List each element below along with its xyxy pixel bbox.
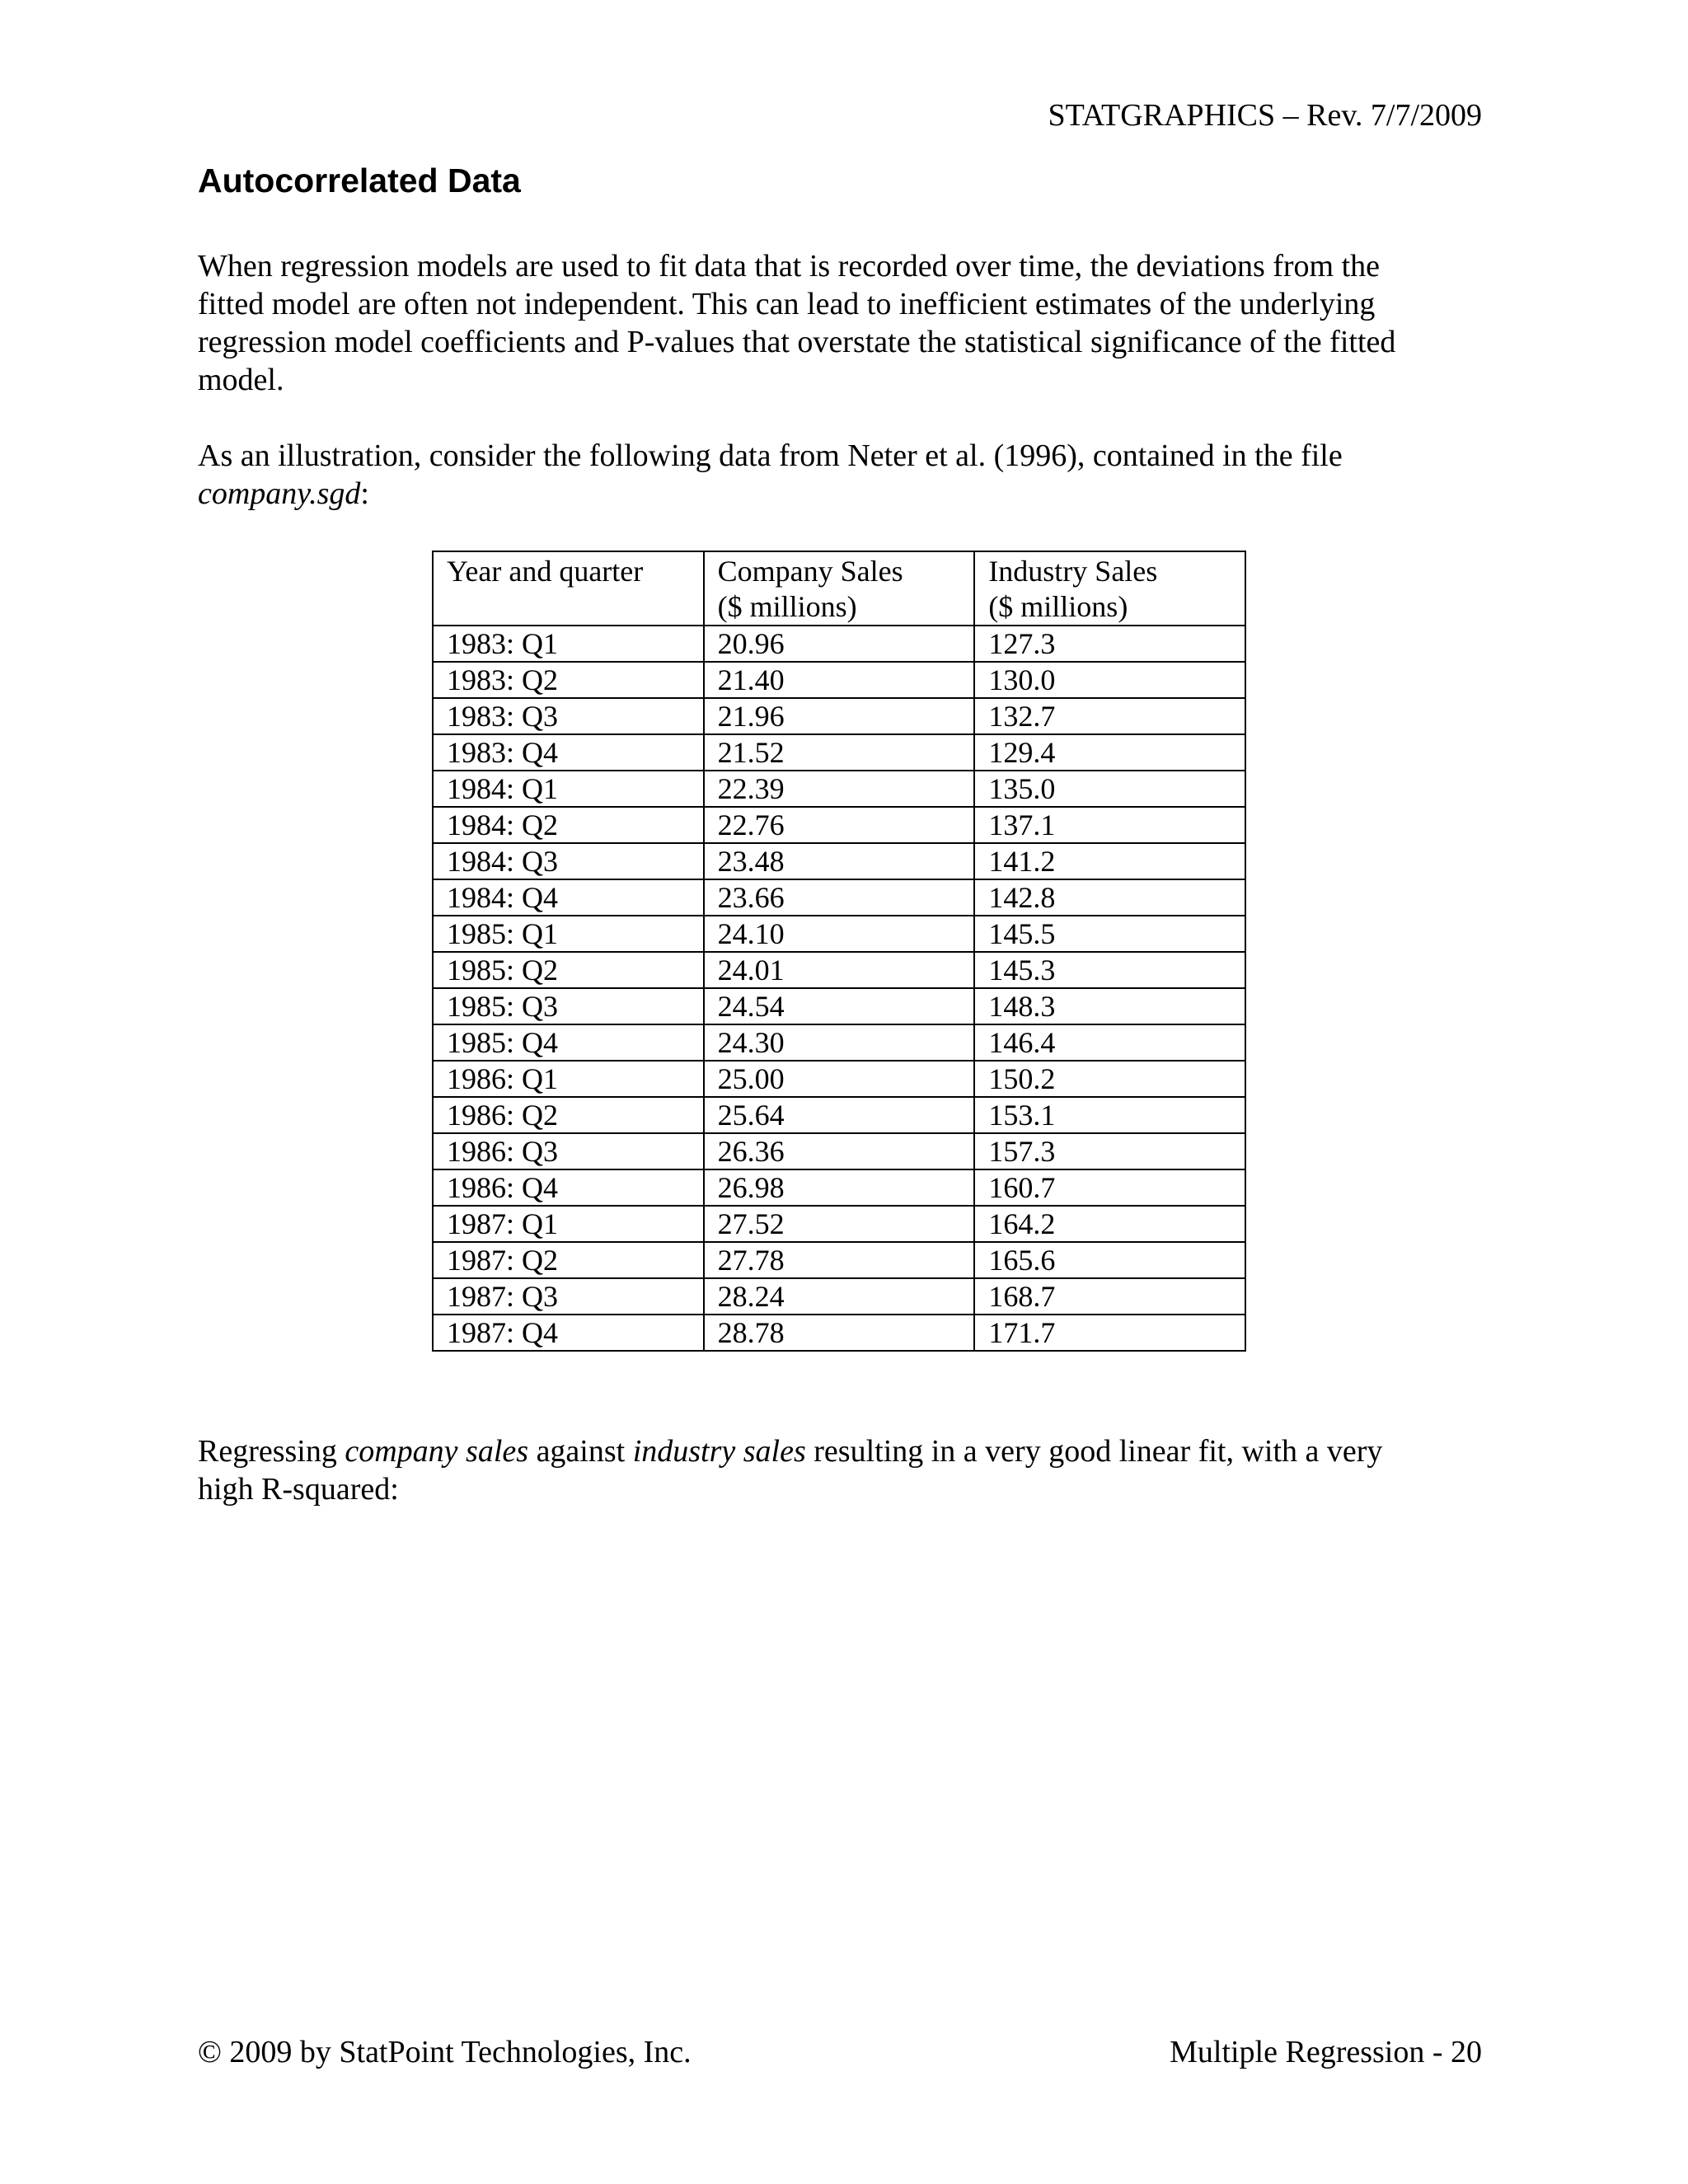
header-cell-line: ($ millions): [988, 590, 1128, 623]
paragraph-line: [198, 1432, 1500, 1470]
cell-year-quarter: 1987: Q3: [433, 1278, 704, 1315]
italic-term: industry sales: [632, 1434, 806, 1469]
cell-company-sales: 24.01: [704, 952, 975, 988]
table-row: [433, 1097, 1245, 1133]
cell-industry-sales: 127.3: [974, 626, 1245, 662]
table-row: [433, 1242, 1245, 1278]
table-row: [433, 988, 1245, 1024]
cell-industry-sales: 157.3: [974, 1133, 1245, 1169]
text-run: Regressing: [198, 1434, 345, 1469]
cell-industry-sales: 137.1: [974, 807, 1245, 843]
cell-industry-sales: 145.3: [974, 952, 1245, 988]
section-title: Autocorrelated Data: [198, 162, 521, 199]
cell-industry-sales: 150.2: [974, 1061, 1245, 1097]
cell-industry-sales: 168.7: [974, 1278, 1245, 1315]
table-row: [433, 1315, 1245, 1351]
paragraph-line: model.: [198, 363, 284, 397]
header-cell-line: ($ millions): [717, 590, 857, 623]
footer-copyright: © 2009 by StatPoint Technologies, Inc.: [198, 2035, 692, 2069]
table-header-row: [433, 551, 1245, 626]
table-row: [433, 1206, 1245, 1242]
cell-industry-sales: 148.3: [974, 988, 1245, 1024]
cell-year-quarter: 1984: Q4: [433, 879, 704, 916]
cell-industry-sales: 135.0: [974, 771, 1245, 807]
table-row: [433, 807, 1245, 843]
cell-year-quarter: 1983: Q3: [433, 698, 704, 734]
paragraph-line: [198, 475, 1500, 513]
text-run: against: [528, 1434, 633, 1469]
cell-company-sales: 23.66: [704, 879, 975, 916]
cell-year-quarter: 1985: Q4: [433, 1024, 704, 1061]
illustration-paragraph: [198, 437, 1500, 513]
cell-company-sales: 20.96: [704, 626, 975, 662]
header-cell-line: Company Sales: [717, 555, 903, 588]
regression-paragraph: [198, 1432, 1500, 1508]
cell-year-quarter: 1983: Q4: [433, 734, 704, 771]
cell-company-sales: 25.00: [704, 1061, 975, 1097]
cell-industry-sales: 160.7: [974, 1169, 1245, 1206]
cell-year-quarter: 1985: Q1: [433, 916, 704, 952]
cell-industry-sales: 130.0: [974, 662, 1245, 698]
cell-year-quarter: 1987: Q4: [433, 1315, 704, 1351]
cell-company-sales: 21.96: [704, 698, 975, 734]
cell-year-quarter: 1983: Q2: [433, 662, 704, 698]
table-row: [433, 626, 1245, 662]
cell-company-sales: 27.78: [704, 1242, 975, 1278]
cell-year-quarter: 1984: Q1: [433, 771, 704, 807]
header-cell-industry-sales: [974, 551, 1245, 626]
paragraph-line: As an illustration, consider the following data from Neter et al. (1996), contained in the file: [198, 438, 1343, 473]
table-row: [433, 1133, 1245, 1169]
cell-company-sales: 27.52: [704, 1206, 975, 1242]
cell-industry-sales: 153.1: [974, 1097, 1245, 1133]
table-row: [433, 1169, 1245, 1206]
cell-year-quarter: 1986: Q3: [433, 1133, 704, 1169]
cell-industry-sales: 132.7: [974, 698, 1245, 734]
cell-industry-sales: 171.7: [974, 1315, 1245, 1351]
page-header: STATGRAPHICS – Rev. 7/7/2009: [1048, 98, 1482, 133]
paragraph-line: regression model coefficients and P-values that overstate the statistical significance of the fitted: [198, 325, 1396, 359]
cell-company-sales: 21.52: [704, 734, 975, 771]
cell-year-quarter: 1986: Q2: [433, 1097, 704, 1133]
table-row: [433, 1061, 1245, 1097]
file-name: company.sgd: [198, 476, 361, 511]
header-cell-line: Industry Sales: [988, 555, 1158, 588]
cell-year-quarter: 1985: Q3: [433, 988, 704, 1024]
cell-industry-sales: 164.2: [974, 1206, 1245, 1242]
cell-industry-sales: 141.2: [974, 843, 1245, 879]
file-suffix: :: [360, 476, 369, 511]
table-row: [433, 1278, 1245, 1315]
cell-industry-sales: 142.8: [974, 879, 1245, 916]
cell-industry-sales: 129.4: [974, 734, 1245, 771]
cell-year-quarter: 1984: Q3: [433, 843, 704, 879]
table-row: [433, 662, 1245, 698]
cell-industry-sales: 145.5: [974, 916, 1245, 952]
paragraph-line: high R-squared:: [198, 1472, 399, 1507]
cell-industry-sales: 165.6: [974, 1242, 1245, 1278]
header-cell-year: [433, 551, 704, 626]
table-row: [433, 843, 1245, 879]
cell-company-sales: 25.64: [704, 1097, 975, 1133]
cell-year-quarter: 1986: Q4: [433, 1169, 704, 1206]
cell-company-sales: 23.48: [704, 843, 975, 879]
table-row: [433, 698, 1245, 734]
paragraph-line: When regression models are used to fit data that is recorded over time, the deviations from the: [198, 249, 1381, 284]
header-cell-company-sales: [704, 551, 975, 626]
table-row: [433, 771, 1245, 807]
cell-company-sales: 22.76: [704, 807, 975, 843]
cell-year-quarter: 1983: Q1: [433, 626, 704, 662]
italic-term: company sales: [345, 1434, 529, 1469]
cell-company-sales: 24.30: [704, 1024, 975, 1061]
cell-company-sales: 28.78: [704, 1315, 975, 1351]
cell-year-quarter: 1985: Q2: [433, 952, 704, 988]
text-run: resulting in a very good linear fit, with a very: [805, 1434, 1383, 1469]
cell-industry-sales: 146.4: [974, 1024, 1245, 1061]
cell-company-sales: 26.36: [704, 1133, 975, 1169]
cell-company-sales: 22.39: [704, 771, 975, 807]
cell-year-quarter: 1986: Q1: [433, 1061, 704, 1097]
table-row: [433, 952, 1245, 988]
table-row: [433, 734, 1245, 771]
cell-company-sales: 28.24: [704, 1278, 975, 1315]
paragraph-line: fitted model are often not independent. This can lead to inefficient estimates of the underlying: [198, 287, 1376, 321]
footer-page-number: Multiple Regression - 20: [1170, 2035, 1482, 2069]
table-row: [433, 916, 1245, 952]
cell-year-quarter: 1987: Q2: [433, 1242, 704, 1278]
table-row: [433, 879, 1245, 916]
cell-company-sales: 24.10: [704, 916, 975, 952]
sales-data-table: [432, 551, 1246, 1352]
header-cell-line: Year and quarter: [447, 555, 644, 588]
cell-year-quarter: 1987: Q1: [433, 1206, 704, 1242]
cell-year-quarter: 1984: Q2: [433, 807, 704, 843]
cell-company-sales: 26.98: [704, 1169, 975, 1206]
cell-company-sales: 21.40: [704, 662, 975, 698]
cell-company-sales: 24.54: [704, 988, 975, 1024]
table-row: [433, 1024, 1245, 1061]
intro-paragraph: [198, 247, 1500, 399]
